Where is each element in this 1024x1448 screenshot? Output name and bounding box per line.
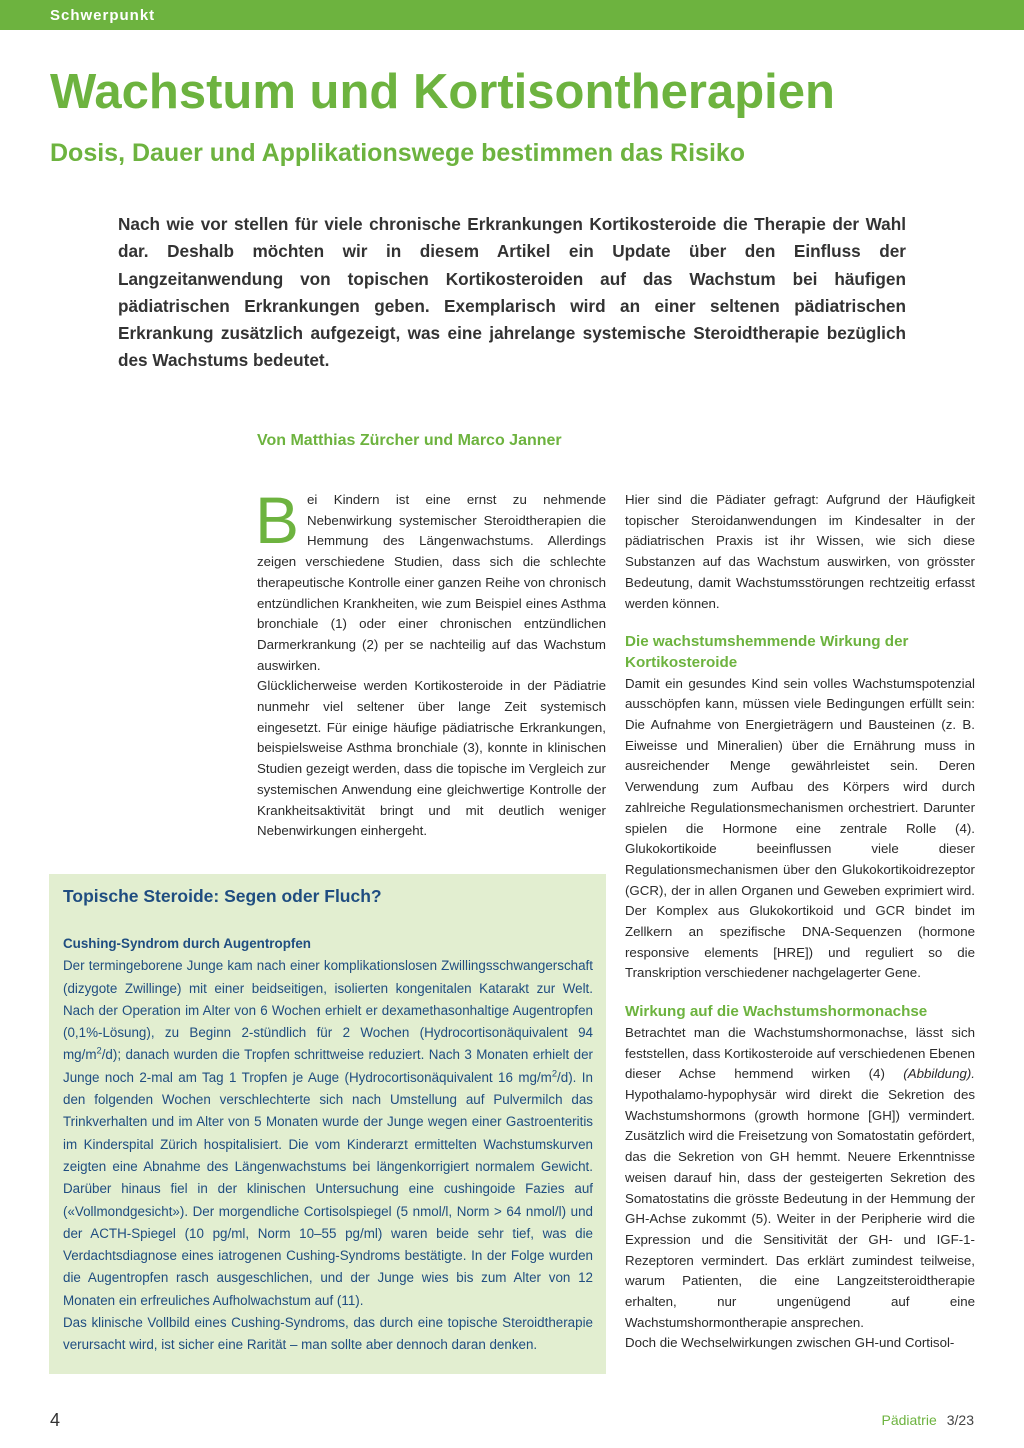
section-label: Schwerpunkt xyxy=(50,7,156,24)
body-paragraph xyxy=(625,1023,975,1334)
box-body xyxy=(63,933,593,1357)
right-text-column xyxy=(625,490,975,1354)
body-text: Betrachtet man die Wachstumshormonachse, lässt sich feststellen, dass Kortikosteroide auf verschiedenen Ebenen dieser Achse hemmend wirken (4) xyxy=(625,1024,975,1082)
body-paragraph: Damit ein gesundes Kind sein volles Wachstumspotenzial ausschöpfen kann, müssen viele Bedingungen erfüllt sein: Die Aufnahme von Energieträgern und Bausteinen (z. B. Eiweisse und Mineralien) über die Ernährung muss in ausreichender Menge gewährleistet sein. Deren Verwendung zum Aufbau des Körpers wird durch zahlreiche Regulationsmechanismen orchestriert. Darunter spielen die Hormone eine zentrale Rolle (4). Glukokortikoide beeinflussen viele dieser Regulationsmechanismen über den Glukokortikoidrezeptor (GCR), der in allen Organen und Geweben exprimiert wird. Der Komplex aus Glukokortikoid und GCR bindet im Zellkern an spezifische DNA-Sequenzen (hormone responsive elements [HRE]) und reguliert so die Transkription verschiedener nachgelagerter Gene. xyxy=(625,675,975,981)
section-heading: Wirkung auf die Wachstumshormonachse xyxy=(625,1003,928,1021)
intro-paragraph xyxy=(255,483,606,676)
superscript: 2 xyxy=(96,1046,102,1057)
case-text: /d). In den folgenden Wochen verschlechterte sich nach Umstellung auf Pulvermilch das Trinkverhalten und im Alter von 5 Monaten wurde der Junge wegen einer Gastroenteritis im Kinderspital Zürich hospitalisiert. Die vom Kinderarzt ermittelten Wachstumskurven zeigten eine Abnahme des Längenwachstums bei längenkorrigiert normalem Gewicht. Darüber hinaus fiel in der klinischen Untersuchung eine cushingoide Fazies auf («Vollmondgesicht»). Der morgendliche Cortisolspiegel (5 nmol/l, Norm > 64 nmol/l) und der ACTH-Spiegel (10 pg/ml, Norm 10–55 pg/ml) waren beide sehr tief, was die Verdachtsdiagnose eines iatrogenen Cushing-Syndroms bestätigte. In der Folge wurden die Augentropfen rasch ausgeschlichen, und der Junge wies bis zum Alter von 12 Monaten ein erfreuliches Aufholwachstum auf (11). xyxy=(63,1069,593,1308)
case-text: Der termingeborene Junge kam nach einer komplikationslosen Zwillingsschwangerschaft (dizygote Zwillinge) mit einer beidseitigen, isolierten kongenitalen Katarakt zur Welt. Nach der Operation im Alter von 6 Wochen erhielt er dexamethasonhaltige Augentropfen (0,1%-Lösung), zu Beginn 2-stündlich für 2 Wochen (Hydrocortisonäquivalent 94 mg/m xyxy=(63,958,593,1063)
intro-text: ei Kindern ist eine ernst zu nehmende Nebenwirkung systemischer Steroidtherapien die Hemmung des Längenwachstums. Allerdings zeigen verschiedene Studien, dass sich die schlechte therapeutische Kontrolle einer ganzen Reihe von chronisch entzündlichen Krankheiten, wie zum Beispiel eines Asthma bronchiale (1) oder einer chronischen entzündlichen Darmerkrankung (2) per se nachteilig auf das Wachstum auswirken. xyxy=(257,492,606,673)
issue-number: 3/23 xyxy=(946,1412,974,1428)
journal-name: Pädiatrie xyxy=(881,1412,937,1428)
case-conclusion: Das klinische Vollbild eines Cushing-Syndroms, das durch eine topische Steroidtherapie verursacht wird, ist sicher eine Rarität – man sollte aber dennoch daran denken. xyxy=(63,1315,593,1353)
footer-journal xyxy=(881,1412,974,1428)
body-paragraph: Doch die Wechselwirkungen zwischen GH-und Cortisol- xyxy=(625,1335,955,1351)
case-paragraph xyxy=(63,955,593,1312)
article-subtitle: Dosis, Dauer und Applikationswege bestimmen das Risiko xyxy=(50,139,746,167)
body-paragraph: Hier sind die Pädiater gefragt: Aufgrund der Häufigkeit topischer Steroidanwendungen im Kindesalter in der pädiatrischen Praxis ist ihr Wissen, wie sich diese Substanzen auf das Wachstum auswirken, von grösster Bedeutung, damit Wachstumsstörungen rechtzeitig erfasst werden können. xyxy=(625,492,975,611)
section-header-bar xyxy=(0,0,1024,30)
lead-paragraph: Nach wie vor stellen für viele chronische Erkrankungen Kortikosteroide die Therapie der Wahl dar. Deshalb möchten wir in diesem Artikel ein Update über den Einfluss der Langzeitanwendung von topischen Kortikosteroiden auf das Wachstum bei häufigen pädiatrischen Erkrankungen geben. Exemplarisch wird an einer seltenen pädiatrischen Erkrankung zusätzlich aufgezeigt, was eine jahrelange systemische Steroidtherapie bezüglich des Wachstums bedeutet. xyxy=(118,214,906,371)
superscript: 2 xyxy=(551,1068,558,1079)
drop-cap: B xyxy=(255,483,300,557)
case-report-box xyxy=(49,874,606,1374)
article-title: Wachstum und Kortisontherapien xyxy=(50,65,835,119)
author-line: Von Matthias Zürcher und Marco Janner xyxy=(257,432,562,449)
left-text-column xyxy=(255,483,606,842)
section-heading: Die wachstumshemmende Wirkung der Kortikosteroide xyxy=(625,633,909,671)
figure-reference: (Abbildung). xyxy=(903,1066,975,1082)
body-paragraph: Glücklicherweise werden Kortikosteroide in der Pädiatrie nunmehr viel seltener über lange Zeit systemisch eingesetzt. Für einige häufige pädiatrische Erkrankungen, beispielsweise Asthma bronchiale (3), konnte in klinischen Studien gezeigt werden, dass die topische im Vergleich zur systemischen Anwendung eine gleichwertige Kontrolle der Krankheitsaktivität bringt und mit deutlich weniger Nebenwirkungen einhergeht. xyxy=(257,678,606,839)
page-number: 4 xyxy=(50,1410,61,1430)
box-subtitle: Cushing-Syndrom durch Augentropfen xyxy=(63,936,311,951)
body-text: Hypothalamo-hypophysär wird direkt die Sekretion des Wachstumshormons (growth hormone [GH]) vermindert. Zusätzlich wird die Freisetzung von Somatostatin gefördert, das die Sekretion von GH hemmt. Neuere Erkenntnisse weisen darauf hin, dass der gesteigerten Sekretion des Somatostatins die grösste Bedeutung in der Hemmung der GH-Achse zukommt (5). Weiter in der Peripherie wird die Expression und die Sensitivität der GH- und IGF-1-Rezeptoren vermindert. Das erklärt zumindest teilweise, warum Patienten, die eine Langzeitsteroidtherapie erhalten, nur ungenügend auf eine Wachstumshormontherapie ansprechen. xyxy=(625,1086,975,1330)
case-text: /d); danach wurden die Tropfen schrittweise reduziert. Nach 3 Monaten erhielt der Junge noch 2-mal am Tag 1 Tropfen je Auge (Hydrocortisonäquivalent 16 mg/m xyxy=(63,1047,593,1085)
box-title: Topische Steroide: Segen oder Fluch? xyxy=(63,886,382,906)
